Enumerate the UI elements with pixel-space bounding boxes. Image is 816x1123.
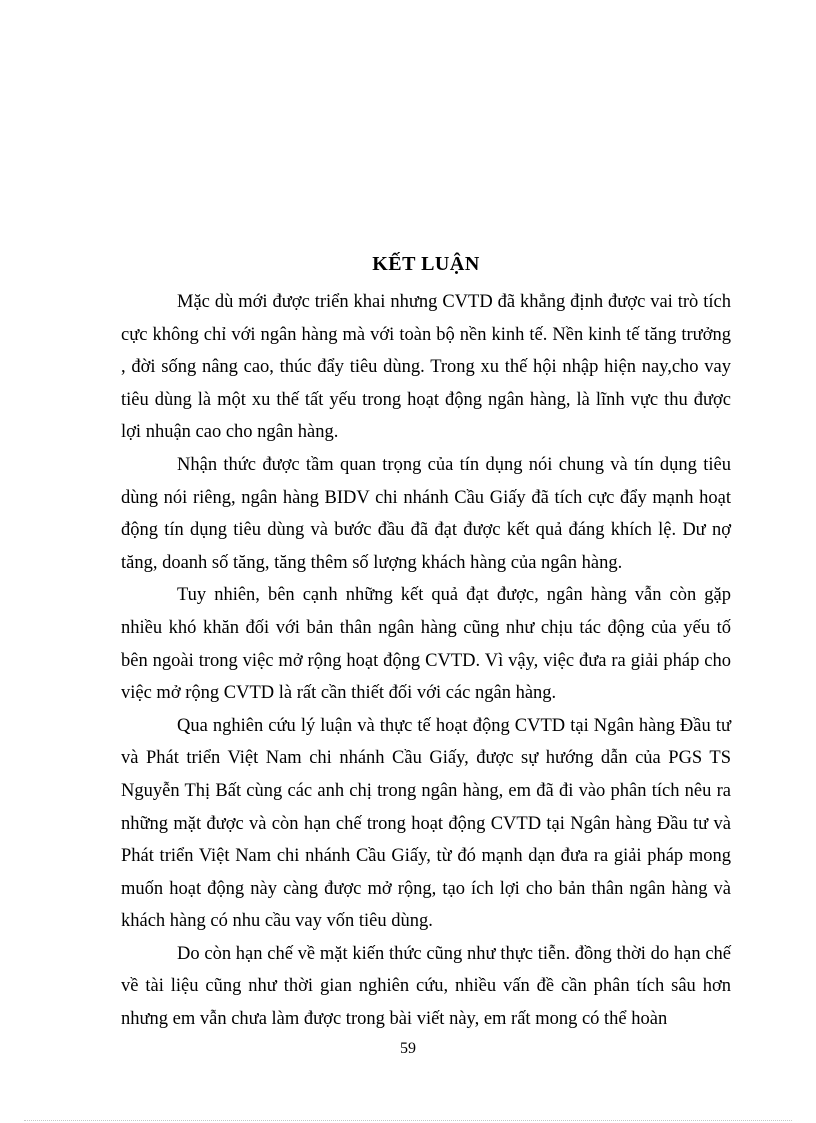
section-heading: KẾT LUẬN [372, 253, 480, 275]
page-bottom-divider [24, 1120, 792, 1121]
paragraph-2: Nhận thức được tầm quan trọng của tín dụng nói chung và tín dụng tiêu dùng nói riêng, ngân hàng BIDV chi nhánh Cầu Giấy đã tích cực đẩy mạnh hoạt động tín dụng tiêu dùng và bước đầu đã đạt được kết quả đáng khích lệ. Dư nợ tăng, doanh số tăng, tăng thêm số lượng khách hàng của ngân hàng. [121, 454, 731, 573]
paragraph-1: Mặc dù mới được triển khai nhưng CVTD đã khẳng định được vai trò tích cực không chỉ với ngân hàng mà với toàn bộ nền kinh tế. Nền kinh tế tăng trưởng , đời sống nâng cao, thúc đẩy tiêu dùng. Trong xu thế hội nhập hiện nay,cho vay tiêu dùng là một xu thế tất yếu trong hoạt động ngân hàng, là lĩnh vực thu được lợi nhuận cao cho ngân hàng. [121, 292, 731, 443]
paragraph-3: Tuy nhiên, bên cạnh những kết quả đạt được, ngân hàng vẫn còn gặp nhiều khó khăn đối với bản thân ngân hàng cũng như chịu tác động của yếu tố bên ngoài trong việc mở rộng hoạt động CVTD. Vì vậy, việc đưa ra giải pháp cho việc mở rộng CVTD là rất cần thiết đối với các ngân hàng. [121, 585, 731, 704]
paragraph-5: Do còn hạn chế về mặt kiến thức cũng như thực tiễn. đồng thời do hạn chế về tài liệu cũng như thời gian nghiên cứu, nhiều vấn đề cần phân tích sâu hơn nhưng em vẫn chưa làm được trong bài viết này, em rất mong có thể hoàn [121, 943, 731, 1030]
paragraph-4: Qua nghiên cứu lý luận và thực tế hoạt động CVTD tại Ngân hàng Đầu tư và Phát triển Việt Nam chi nhánh Cầu Giấy, được sự hướng dẫn của PGS TS Nguyễn Thị Bất cùng các anh chị trong ngân hàng, em đã đi vào phân tích nêu ra những mặt được và còn hạn chế trong hoạt động CVTD tại Ngân hàng Đầu tư và Phát triển Việt Nam chi nhánh Cầu Giấy, từ đó mạnh dạn đưa ra giải pháp mong muốn hoạt động này càng được mở rộng, tạo ích lợi cho bản thân ngân hàng và khách hàng có nhu cầu vay vốn tiêu dùng. [121, 715, 731, 932]
page-number: 59 [400, 1040, 416, 1057]
document-body [121, 246, 731, 1036]
